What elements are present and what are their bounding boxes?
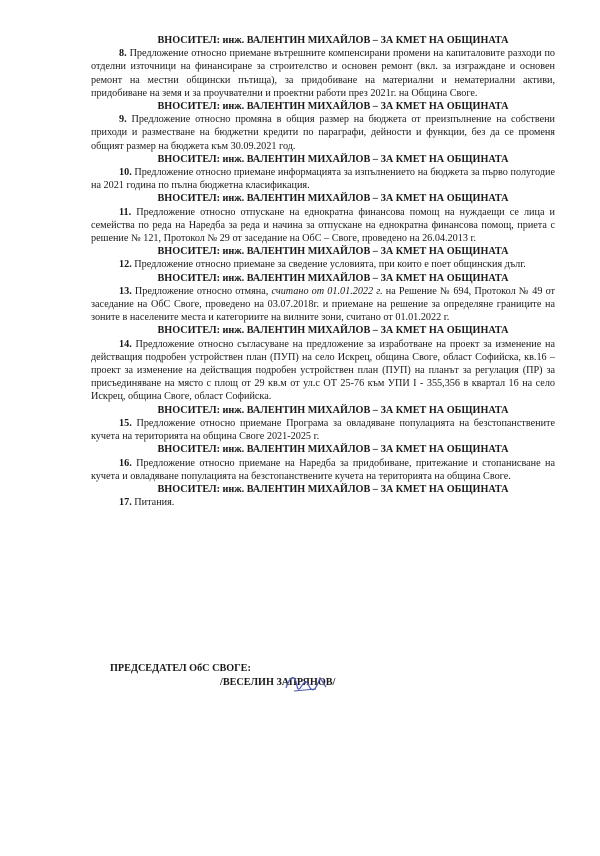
agenda-body (91, 34, 555, 509)
agenda-item-9 (91, 113, 555, 153)
item-number: 15. (119, 417, 132, 429)
item-text-start: Предложение относно отмяна, (134, 285, 272, 297)
sponsor-line: ВНОСИТЕЛ: инж. ВАЛЕНТИН МИХАЙЛОВ – ЗА КМЕТ НА ОБЩИНАТА (157, 193, 509, 205)
agenda-item-8 (91, 47, 555, 100)
item-text: Предложение относно промяна в общия размер на бюджета от преизпълнение на собствени приходи и разместване на бюджетни кредити по параграфи, дейности и функции, без да се променя общият размер на бюджета към 30.09.2021 год. (91, 114, 555, 152)
item-text: Предложение относно приемане на Наредба за придобиване, притежание и стопанисване на кучета и овладяване популацията на безстопанствените кучета на територията на община Своге. (91, 457, 556, 482)
sponsor-line: ВНОСИТЕЛ: инж. ВАЛЕНТИН МИХАЙЛОВ – ЗА КМЕТ НА ОБЩИНАТА (157, 101, 509, 113)
item-number: 12. (119, 259, 132, 271)
signature-title: ПРЕДСЕДАТЕЛ ОбС СВОГЕ: (110, 663, 251, 674)
item-number: 16. (119, 457, 132, 469)
item-text: Предложение относно приемане информацията за изпълнението на бюджета за първо полугодие на 2021 година по пълна бюджетна класификация. (91, 167, 556, 192)
item-number: 17. (119, 497, 132, 509)
item-text: Предложение относно отпускане на еднократна финансова помощ на нуждаещи се лица и семейства по реда на Наредба за реда и начина за отпускане на еднократна финансова помощ, приета с решение № 121, Протокол № 29 от заседание на ОбС – Своге, проведено на 26.04.2013 г. (91, 206, 556, 245)
sponsor-line: ВНОСИТЕЛ: инж. ВАЛЕНТИН МИХАЙЛОВ – ЗА КМЕТ НА ОБЩИНАТА (157, 483, 509, 495)
sponsor-line: ВНОСИТЕЛ: инж. ВАЛЕНТИН МИХАЙЛОВ – ЗА КМЕТ НА ОБЩИНАТА (157, 404, 509, 416)
signature-name: /ВЕСЕЛИН ЗАПРЯНОВ/ (220, 677, 336, 688)
agenda-item-10 (91, 166, 555, 192)
sponsor-line: ВНОСИТЕЛ: инж. ВАЛЕНТИН МИХАЙЛОВ – ЗА КМЕТ НА ОБЩИНАТА (157, 246, 509, 258)
item-number: 8. (119, 48, 127, 60)
item-text: Предложение относно съгласуване на предложение за изработване на проект за изменение на действащия подробен устройствен план (ПУП) на село Искрец, община Своге, област Софийска, кв.16 – проект за изменение на действащия подробен устройствен план (ПУП) на планът за регулация (ПР) за присъединяване на място с площ от 29 кв.м от ул.с ОТ 25-76 към УПИ I - 355,356 в квартал 16 на село Искрец, община Своге, област Софийска. (91, 338, 556, 403)
item-text-end: на Решение № 694, Протокол № 49 от заседание на ОбС Своге, проведено на 03.07.2018г. и приемане на решение за определяне границите на зоните в населените места и категориите на вилните зони, считано от 01.01.2022 г. (91, 285, 556, 324)
sponsor-line: ВНОСИТЕЛ: инж. ВАЛЕНТИН МИХАЙЛОВ – ЗА КМЕТ НА ОБЩИНАТА (157, 444, 509, 456)
agenda-item-12 (91, 258, 555, 271)
agenda-item-16 (91, 457, 555, 483)
agenda-item-14 (91, 338, 555, 404)
item-number: 13. (119, 285, 132, 297)
item-text: Питания. (134, 497, 175, 509)
item-number: 11. (119, 206, 132, 218)
sponsor-line: ВНОСИТЕЛ: инж. ВАЛЕНТИН МИХАЙЛОВ – ЗА КМЕТ НА ОБЩИНАТА (157, 153, 509, 165)
handwritten-signature (282, 671, 330, 695)
item-text: Предложение относно приемане за сведение условията, при които е поет общинския дълг. (134, 259, 526, 271)
agenda-item-15 (91, 417, 555, 443)
agenda-item-17 (91, 496, 555, 509)
agenda-item-11 (91, 206, 555, 246)
item-number: 10. (119, 167, 132, 179)
sponsor-line: ВНОСИТЕЛ: инж. ВАЛЕНТИН МИХАЙЛОВ – ЗА КМЕТ НА ОБЩИНАТА (157, 325, 509, 337)
item-text: Предложение относно приемане вътрешните компенсирани промени на капиталовите разходи по отделни източници на финансиране за строителство и основен ремонт (вкл. за изграждане и основен ремонт на местни общински пътища), за придобиване на материални и нематериални активи, придобиване на земя и за проучвателни и проектни работи през 2021г. на Община Своге. (91, 48, 555, 99)
sponsor-line: ВНОСИТЕЛ: инж. ВАЛЕНТИН МИХАЙЛОВ – ЗА КМЕТ НА ОБЩИНАТА (157, 35, 509, 46)
item-number: 9. (119, 114, 127, 126)
agenda-item-13 (91, 285, 555, 325)
sponsor-line: ВНОСИТЕЛ: инж. ВАЛЕНТИН МИХАЙЛОВ – ЗА КМЕТ НА ОБЩИНАТА (157, 272, 509, 284)
item-text: Предложение относно приемане Програма за овладяване популацията на безстопанствените кучета на територията на община Своге 2021-2025 г. (91, 417, 556, 443)
item-text-emphasis: считано от 01.01.2022 г. (271, 285, 383, 297)
item-number: 14. (119, 338, 132, 350)
